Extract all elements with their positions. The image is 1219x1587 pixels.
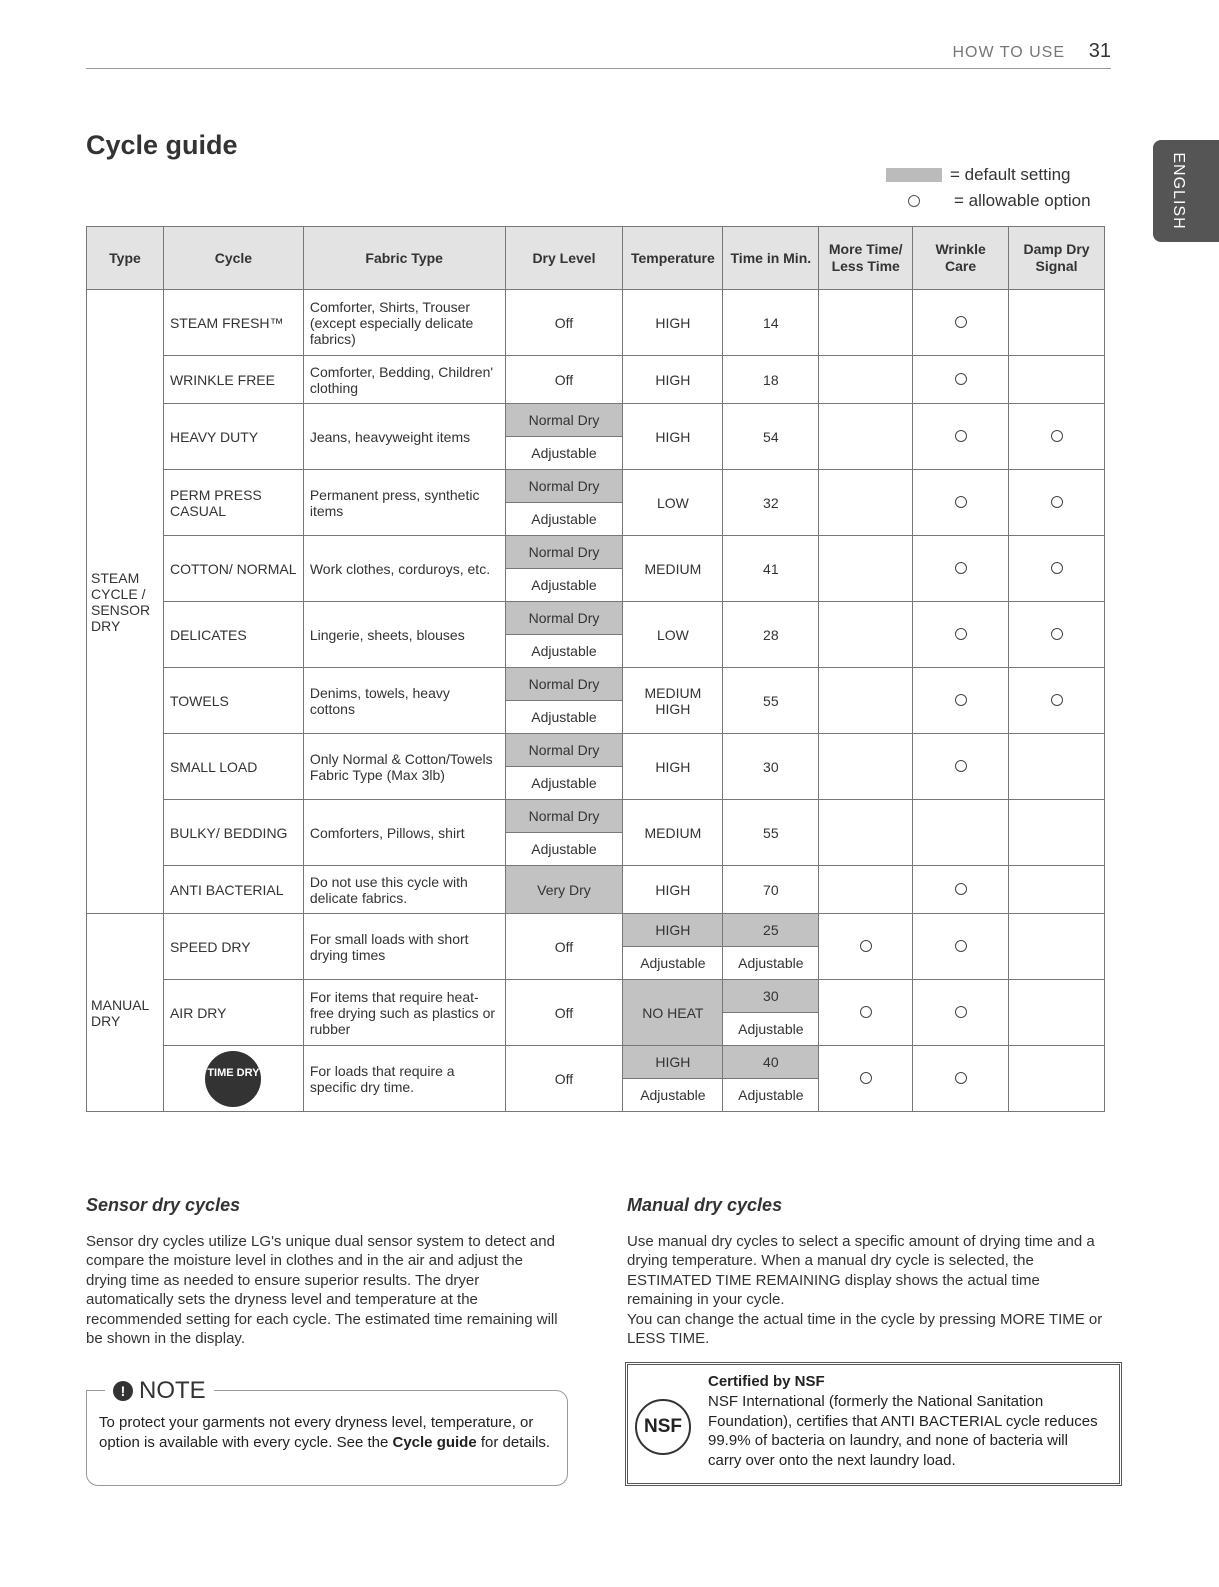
dry-level: [505, 404, 623, 470]
circle-icon: [860, 1006, 872, 1018]
circle-icon: [955, 694, 967, 706]
cycle-name: COTTON/ NORMAL: [163, 536, 303, 602]
cycle-name: DELICATES: [163, 602, 303, 668]
time: [723, 914, 819, 980]
fabric-type: Do not use this cycle with delicate fabrics.: [303, 866, 505, 914]
table-header-row: [87, 227, 1105, 290]
time: [723, 1046, 819, 1112]
header-cycle: Cycle: [163, 227, 303, 290]
time-default: 25: [723, 914, 818, 947]
time: 18: [723, 356, 819, 404]
time: 70: [723, 866, 819, 914]
dry-level-option: Adjustable: [531, 841, 597, 857]
dry-level-default: Normal Dry: [506, 734, 623, 767]
cycle-name: PERM PRESS CASUAL: [163, 470, 303, 536]
dry-level: [505, 800, 623, 866]
cycle-guide-table: [86, 226, 1105, 1112]
circle-icon: [1051, 496, 1063, 508]
legend: [886, 162, 1091, 214]
damp-cell: [1009, 800, 1105, 866]
wrinkle-cell: [913, 404, 1009, 470]
damp-cell: [1009, 734, 1105, 800]
table-row: [87, 602, 1105, 668]
note-text: To protect your garments not every dryness level, temperature, or option is available with every cycle. See the: [99, 1414, 534, 1451]
circle-icon: [955, 1072, 967, 1084]
fabric-type: For loads that require a specific dry time.: [303, 1046, 505, 1112]
temperature: NO HEAT: [623, 980, 723, 1046]
table-row: [87, 866, 1105, 914]
damp-cell: [1009, 356, 1105, 404]
time-option: Adjustable: [738, 1021, 804, 1037]
wrinkle-cell: [913, 290, 1009, 356]
header-fabric: Fabric Type: [303, 227, 505, 290]
language-tab-label: ENGLISH: [1170, 152, 1187, 230]
wrinkle-cell: [913, 668, 1009, 734]
more-time-cell: [819, 404, 913, 470]
legend-allowable-label: = allowable option: [954, 191, 1091, 210]
temperature: HIGH: [623, 866, 723, 914]
cycle-name: STEAM FRESH™: [163, 290, 303, 356]
cycle-name: TOWELS: [163, 668, 303, 734]
cycle-name: WRINKLE FREE: [163, 356, 303, 404]
sensor-heading: Sensor dry cycles: [86, 1195, 241, 1215]
time-option: Adjustable: [738, 1087, 804, 1103]
more-time-cell: [819, 980, 913, 1046]
fabric-type: Permanent press, synthetic items: [303, 470, 505, 536]
wrinkle-cell: [913, 602, 1009, 668]
manual-body-1: Use manual dry cycles to select a specific amount of drying time and a drying temperature. When a manual dry cycle is selected, the ESTIMATED TIME REMAINING display shows the actual time remaining in your cycle.: [627, 1232, 1095, 1308]
temperature: [623, 1046, 723, 1112]
dry-level: Very Dry: [505, 866, 623, 914]
dry-level-option: Adjustable: [531, 775, 597, 791]
damp-cell: [1009, 866, 1105, 914]
manual-body-2: You can change the actual time in the cycle by pressing MORE TIME or LESS TIME.: [627, 1310, 1103, 1347]
circle-icon: [955, 628, 967, 640]
sensor-section: [86, 1196, 566, 1349]
table-row: [87, 668, 1105, 734]
more-time-cell: [819, 734, 913, 800]
more-time-cell: [819, 1046, 913, 1112]
wrinkle-cell: [913, 470, 1009, 536]
wrinkle-cell: [913, 356, 1009, 404]
circle-icon: [955, 883, 967, 895]
default-swatch: [886, 168, 942, 182]
dry-level-option: Adjustable: [531, 511, 597, 527]
circle-icon: [955, 430, 967, 442]
more-time-cell: [819, 356, 913, 404]
damp-cell: [1009, 980, 1105, 1046]
temperature: HIGH: [623, 356, 723, 404]
more-time-cell: [819, 800, 913, 866]
fabric-type: Comforters, Pillows, shirt: [303, 800, 505, 866]
note-box: [86, 1377, 568, 1486]
time: 55: [723, 668, 819, 734]
fabric-type: Work clothes, corduroys, etc.: [303, 536, 505, 602]
temperature: MEDIUM HIGH: [623, 668, 723, 734]
circle-icon: [955, 496, 967, 508]
circle-icon: [860, 1072, 872, 1084]
table-row: [87, 1046, 1105, 1112]
language-tab: [1153, 140, 1219, 242]
wrinkle-cell: [913, 1046, 1009, 1112]
circle-icon: [955, 373, 967, 385]
fabric-type: For items that require heat-free drying such as plastics or rubber: [303, 980, 505, 1046]
table-row: [87, 734, 1105, 800]
dry-level: Off: [505, 356, 623, 404]
circle-icon: [1051, 694, 1063, 706]
damp-cell: [1009, 1046, 1105, 1112]
circle-icon: [908, 195, 920, 207]
legend-default-label: = default setting: [950, 165, 1071, 184]
more-time-cell: [819, 470, 913, 536]
header-type: Type: [87, 227, 164, 290]
damp-cell: [1009, 602, 1105, 668]
nsf-logo-icon: NSF: [635, 1399, 691, 1455]
more-time-cell: [819, 668, 913, 734]
damp-cell: [1009, 470, 1105, 536]
dry-level: [505, 536, 623, 602]
header-wrinkle: Wrinkle Care: [913, 227, 1009, 290]
wrinkle-cell: [913, 800, 1009, 866]
time-default: 40: [723, 1046, 818, 1079]
time: 54: [723, 404, 819, 470]
wrinkle-cell: [913, 536, 1009, 602]
temperature: LOW: [623, 470, 723, 536]
more-time-cell: [819, 536, 913, 602]
more-time-cell: [819, 290, 913, 356]
circle-icon: [955, 562, 967, 574]
fabric-type: Comforter, Shirts, Trouser (except especially delicate fabrics): [303, 290, 505, 356]
page-title: Cycle guide: [86, 130, 238, 160]
dry-level: Off: [505, 914, 623, 980]
fabric-type: Comforter, Bedding, Children' clothing: [303, 356, 505, 404]
nsf-heading: Certified by NSF: [708, 1373, 825, 1390]
dry-level-option: Adjustable: [531, 445, 597, 461]
dry-level: [505, 602, 623, 668]
note-title: [105, 1377, 214, 1405]
dry-level: [505, 668, 623, 734]
dry-level-default: Normal Dry: [506, 470, 623, 503]
circle-icon: [955, 1006, 967, 1018]
temperature: MEDIUM: [623, 800, 723, 866]
temperature-option: Adjustable: [640, 955, 706, 971]
table-row: [87, 356, 1105, 404]
circle-icon: [1051, 628, 1063, 640]
more-time-cell: [819, 602, 913, 668]
manual-heading: Manual dry cycles: [627, 1195, 783, 1215]
circle-icon: [860, 940, 872, 952]
fabric-type: For small loads with short drying times: [303, 914, 505, 980]
wrinkle-cell: [913, 914, 1009, 980]
note-text-end: for details.: [476, 1433, 551, 1451]
time-dry-icon: TIME DRY: [205, 1051, 261, 1107]
dry-level-default: Normal Dry: [506, 404, 623, 437]
header-more-time: More Time/ Less Time: [819, 227, 913, 290]
manual-section: [627, 1196, 1107, 1349]
note-link-text: Cycle guide: [392, 1433, 477, 1451]
time: 41: [723, 536, 819, 602]
fabric-type: Jeans, heavyweight items: [303, 404, 505, 470]
dry-level: Off: [505, 980, 623, 1046]
fabric-type: Only Normal & Cotton/Towels Fabric Type (Max 3lb): [303, 734, 505, 800]
temperature: HIGH: [623, 404, 723, 470]
dry-level-option: Adjustable: [531, 577, 597, 593]
cycle-name: HEAVY DUTY: [163, 404, 303, 470]
header-dry-level: Dry Level: [505, 227, 623, 290]
time-option: Adjustable: [738, 955, 804, 971]
time: 28: [723, 602, 819, 668]
dry-level-default: Normal Dry: [506, 800, 623, 833]
temperature: HIGH: [623, 290, 723, 356]
circle-icon: [955, 316, 967, 328]
group-steam: STEAM CYCLE / SENSOR DRY: [87, 290, 164, 914]
damp-cell: [1009, 536, 1105, 602]
temperature-default: HIGH: [623, 914, 722, 947]
sensor-body: Sensor dry cycles utilize LG's unique dual sensor system to detect and compare the moisture level in clothes and in the air and adjust the drying time as needed to ensure superior results. The dryer automatically sets the dryness level and temperature at the recommended setting for each cycle. The estimated time remaining will be shown in the display.: [86, 1232, 558, 1347]
time: 55: [723, 800, 819, 866]
dry-level: Off: [505, 290, 623, 356]
circle-icon: [1051, 562, 1063, 574]
more-time-cell: [819, 914, 913, 980]
circle-icon: [955, 940, 967, 952]
header-temperature: Temperature: [623, 227, 723, 290]
cycle-name: AIR DRY: [163, 980, 303, 1046]
temperature: MEDIUM: [623, 536, 723, 602]
wrinkle-cell: [913, 734, 1009, 800]
fabric-type: Denims, towels, heavy cottons: [303, 668, 505, 734]
time: 30: [723, 734, 819, 800]
time: 32: [723, 470, 819, 536]
temperature: HIGH: [623, 734, 723, 800]
dry-level: Off: [505, 1046, 623, 1112]
table-row: [87, 536, 1105, 602]
damp-cell: [1009, 290, 1105, 356]
cycle-name: [163, 1046, 303, 1112]
damp-cell: [1009, 404, 1105, 470]
table-row: [87, 800, 1105, 866]
section-title: HOW TO USE: [952, 44, 1065, 61]
temperature-default: HIGH: [623, 1046, 722, 1079]
time-default: 30: [723, 980, 818, 1013]
cycle-name: SMALL LOAD: [163, 734, 303, 800]
dry-level-default: Normal Dry: [506, 668, 623, 701]
dry-level: [505, 734, 623, 800]
alert-icon: !: [113, 1381, 133, 1401]
dry-level-option: Adjustable: [531, 643, 597, 659]
table-row: [87, 404, 1105, 470]
table-row: [87, 290, 1105, 356]
header-time: Time in Min.: [723, 227, 819, 290]
circle-icon: [1051, 430, 1063, 442]
cycle-name: SPEED DRY: [163, 914, 303, 980]
nsf-box: [625, 1362, 1122, 1486]
nsf-body: NSF International (formerly the National Sanitation Foundation), certifies that ANTI BACTERIAL cycle reduces 99.9% of bacteria on laundry, and none of bacteria will carry over onto the next laundry load.: [708, 1393, 1098, 1469]
temperature: LOW: [623, 602, 723, 668]
circle-icon: [955, 760, 967, 772]
dry-level-default: Normal Dry: [506, 536, 623, 569]
dry-level-default: Normal Dry: [506, 602, 623, 635]
wrinkle-cell: [913, 980, 1009, 1046]
header-damp: Damp Dry Signal: [1009, 227, 1105, 290]
page-header: [86, 40, 1111, 69]
table-row: [87, 914, 1105, 980]
cycle-name: ANTI BACTERIAL: [163, 866, 303, 914]
fabric-type: Lingerie, sheets, blouses: [303, 602, 505, 668]
damp-cell: [1009, 668, 1105, 734]
dry-level: [505, 470, 623, 536]
group-manual: MANUAL DRY: [87, 914, 164, 1112]
page-number: 31: [1088, 40, 1111, 62]
note-title-text: NOTE: [139, 1377, 206, 1404]
damp-cell: [1009, 914, 1105, 980]
table-row: [87, 980, 1105, 1046]
dry-level-option: Adjustable: [531, 709, 597, 725]
temperature-option: Adjustable: [640, 1087, 706, 1103]
temperature: [623, 914, 723, 980]
table-row: [87, 470, 1105, 536]
time: [723, 980, 819, 1046]
time: 14: [723, 290, 819, 356]
note-body: [99, 1413, 557, 1452]
more-time-cell: [819, 866, 913, 914]
cycle-name: BULKY/ BEDDING: [163, 800, 303, 866]
wrinkle-cell: [913, 866, 1009, 914]
